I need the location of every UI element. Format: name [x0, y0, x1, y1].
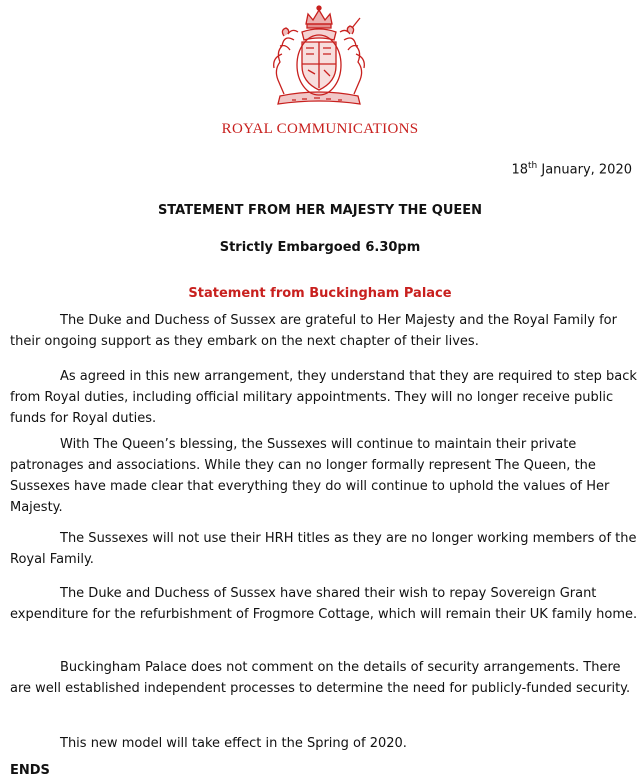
- paragraph-1: The Duke and Duchess of Sussex are grateful to Her Majesty and the Royal Family for their ongoing support as they embark on the next chapter of their lives.: [10, 313, 617, 349]
- statement-subtitle: Statement from Buckingham Palace: [188, 286, 452, 301]
- royal-communications-header: ROYAL COMMUNICATIONS: [221, 121, 419, 137]
- paragraph-4: The Sussexes will not use their HRH titles as they are no longer working members of the Royal Family.: [10, 531, 637, 567]
- date-rest: January, 2020: [537, 162, 632, 178]
- paragraph-7: This new model will take effect in the Spring of 2020.: [60, 736, 407, 751]
- embargo-notice: Strictly Embargoed 6.30pm: [219, 240, 421, 255]
- paragraph-2: As agreed in this new arrangement, they understand that they are required to step back from Royal duties, including official military appointments. They will no longer receive public funds for Royal duties.: [10, 369, 637, 426]
- statement-title: STATEMENT FROM HER MAJESTY THE QUEEN: [157, 203, 483, 218]
- royal-coat-of-arms-icon: [262, 4, 376, 110]
- paragraph-3: With The Queen’s blessing, the Sussexes will continue to maintain their private patronages and associations. While they can no longer formally represent The Queen, the Sussexes have made clear that everything they do will continue to uphold the values of Her Majesty.: [10, 437, 610, 515]
- date-suffix: th: [528, 161, 538, 171]
- paragraph-5: The Duke and Duchess of Sussex have shared their wish to repay Sovereign Grant expenditure for the refurbishment of Frogmore Cottage, which will remain their UK family home.: [10, 586, 638, 622]
- date-day: 18: [511, 162, 528, 178]
- statement-date: [511, 161, 632, 177]
- paragraph-6: Buckingham Palace does not comment on the details of security arrangements. There are well established independent processes to determine the need for publicly-funded security.: [10, 660, 631, 696]
- ends-marker: ENDS: [10, 763, 50, 778]
